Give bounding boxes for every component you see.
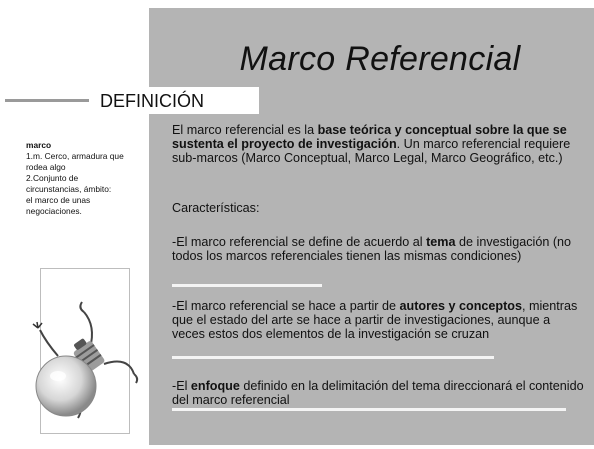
point-text: -El marco referencial se define de acuerdo al [172,235,427,249]
intro-text: El marco referencial es la [172,123,318,137]
point-divider [172,284,322,287]
intro-paragraph [172,123,584,165]
point-text: -El [172,379,191,393]
slide-title: Marco Referencial [239,40,521,78]
characteristics-heading: Características: [172,201,260,215]
definition-line: negociaciones. [26,206,82,216]
definition-line: el marco de unas [26,195,91,205]
dictionary-definition [26,140,148,217]
definition-line: circunstancias, ámbito: [26,184,112,194]
point-text-2: de investigación (no todos los marcos referenciales tienen las mismas condiciones) [172,235,572,263]
definition-word: marco [26,140,52,150]
point-text-2: , mientras que el estado del arte se hace a partir de investigaciones, aunque a veces estos dos elementos de la investigación se cruzan [172,299,578,341]
point-1 [172,235,584,263]
definition-line: 2.Conjunto de [26,173,79,183]
point-divider [172,356,494,359]
point-divider [172,408,566,411]
intro-text-2: . Un marco referencial requiere sub-marcos (Marco Conceptual, Marco Legal, Marco Geográfico, etc.) [172,137,571,165]
point-emphasis: enfoque [190,379,240,393]
definition-label: DEFINICIÓN [100,91,205,111]
intro-emphasis: base teórica y conceptual sobre la que se sustenta el proyecto de investigación [172,123,567,151]
definition-line: 1.m. Cerco, armadura que [26,151,124,161]
point-emphasis: autores y conceptos [399,299,522,313]
point-2 [172,299,584,341]
point-emphasis: tema [426,235,456,249]
point-3 [172,379,584,407]
point-text-2: definido en la delimitación del tema direccionará el contenido del marco referencial [172,379,584,407]
point-text: -El marco referencial se hace a partir de [172,299,400,313]
lightbulb-figure-icon [18,276,148,436]
definition-line: rodea algo [26,162,66,172]
definition-divider [5,99,89,102]
